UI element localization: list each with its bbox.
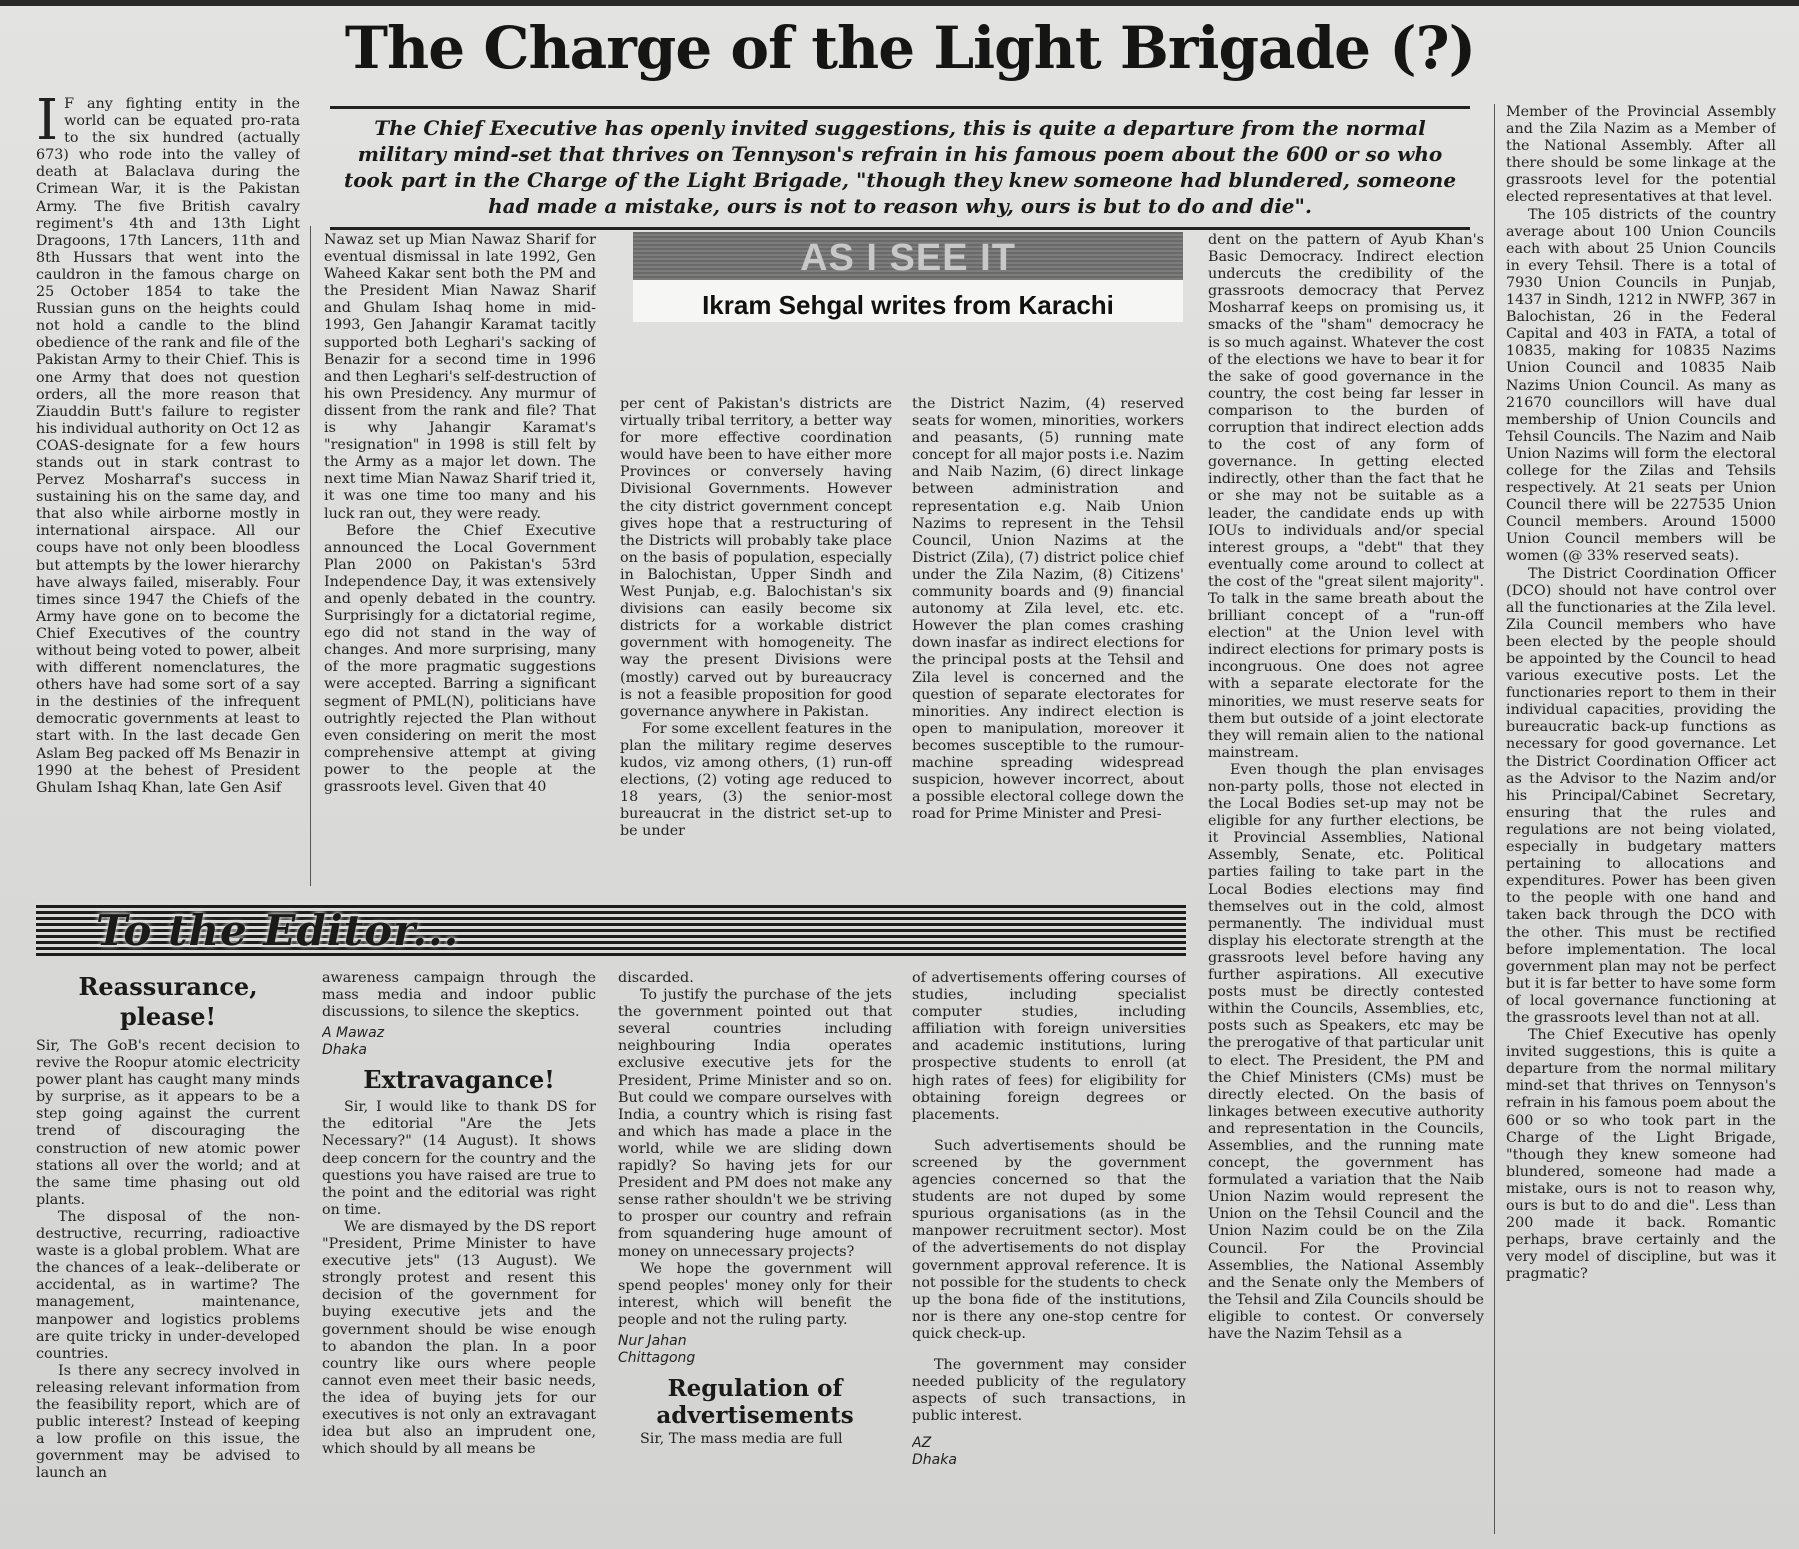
column-header <box>633 232 1183 322</box>
article-column-5 <box>1208 232 1484 1532</box>
letter-signature-place: Chittagong <box>618 1349 696 1366</box>
letter-paragraph: Such advertisements should be screened by the government agencies concerned so that the students are not duped by some spurious organisations (as in the manpower recruitment sector). Most of the advertisements do not display government approval reference. It is not possible for the students to check up the bona fide of the institutions, nor is there any one-stop centre for quick check-up. <box>912 1137 1186 1342</box>
letter-paragraph: Sir, The GoB's recent decision to revive the Roopur atomic electricity power plant has caught many minds by surprise, as it appears to be a step going against the current trend of discouraging the construction of new atomic power stations all over the world; and at the same time phasing out old plants. <box>36 1038 300 1208</box>
article-paragraph: the District Nazim, (4) reserved seats for women, minorities, workers and peasants, (5) running mate concept for all major posts i.e. Nazim and Naib Nazim, (6) direct linkage between administration and representation e.g. Naib Union Nazims to represent in the Tehsil Council, Union Nazims at the District (Zila), (7) district police chief under the Zila Nazim, (8) Citizens' community boards and (9) financial autonomy at Zila level, etc. etc. However the plan comes crashing down inasfar as indirect elections for the principal posts at the Tehsil and Zila level is concerned and the question of separate electorates for minorities. Any indirect election is open to manipulation, moreover it becomes susceptible to the rumour-machine spreading widespread suspicion, however incorrect, about a possible electoral college down the road for Prime Minister and Presi- <box>912 396 1184 823</box>
article-paragraph: The 105 districts of the country average about 100 Union Councils each with about 25 Union Councils in every Tehsil. There is a total of 7930 Union Councils in Punjab, 1437 in Sindh, 1212 in NWFP, 367 in Balochistan, 26 in the Federal Capital and 403 in FATA, a total of 10835, making for 10835 Nazims Union Council and 10835 Naib Nazims Union Council. As many as 21670 councillors will have dual membership of Union Councils and Tehsil Councils. The Nazim and Naib Union Nazims will form the electoral college for the Zilas and Tehsils respectively. At 21 seats per Union Council there will be 227535 Union Council members. Around 15000 Union Council members will be women (@ 33% reserved seats). <box>1506 206 1776 565</box>
article-paragraph: F any fighting entity in the world can be equated pro-rata to the six hundred (actually 673) who rode into the valley of death at Balaclava during the Crimean War, it is the Pakistan Army. The five British cavalry regiment's 4th and 13th Light Dragoons, 17th Lancers, 11th and 8th Hussars that went into the cauldron in the famous charge on 25 October 1854 to take the Russian guns on the heights could not hold a candle to the blind obedience of the rank and file of the Pakistan Army to their Chief. This is one Army that does not question orders, all the more reason that Ziauddin Butt's failure to register his individual authority on Oct 12 as COAS-designate for a few hours stands out in stark contrast to Pervez Mosharraf's success in sustaining his on the same day, and that also while airborne mostly in international airspace. All our coups have not only been bloodless but attempts by the lower hierarchy have always failed, miserably. Four times since 1947 the Chiefs of the Army have gone on to become the Chief Executives of the country without being voted to power, albeit with different nomenclatures, the others have had some sort of a say in the destinies of the infrequent democratic governments at least to start with. In the last decade Gen Aslam Beg packed off Ms Benazir in 1990 at the behest of President Ghulam Ishaq Khan, late Gen Asif <box>36 96 300 796</box>
letter-paragraph: To justify the purchase of the jets the government pointed out that several countries including neighbouring India operates exclusive executive jets for the President, Prime Minister and so on. But could we compare ourselves with India, a country which is rising fast and which has made a place in the world, while we are sliding down rapidly? So having jets for our President and PM does not make any sense rather shouldn't we be striving to prosper our country and refrain from squandering huge amount of money on unnecessary projects? <box>618 987 892 1260</box>
letter-paragraph: The government may consider needed publicity of the regulatory aspects of such transactions, in public interest. <box>912 1356 1186 1425</box>
letter-signature-place: Dhaka <box>912 1452 957 1469</box>
letter-paragraph: awareness campaign through the mass media and indoor public discussions, to silence the skeptics. <box>322 970 596 1021</box>
article-column-6 <box>1506 104 1776 1534</box>
letters-column-1 <box>36 970 300 1534</box>
drop-cap: I <box>36 96 59 153</box>
letter-heading: Reassurance, please! <box>78 972 258 1031</box>
article-paragraph: per cent of Pakistan's districts are virtually tribal territory, a better way for more effective coordination would have been to have either more Provinces or conversely having Divisional Governments. However the city district government concept gives hope that a restructuring of the Districts will probably take place on the basis of population, especially in Balochistan, Upper Sindh and West Punjab, e.g. Balochistan's six divisions can easily become six districts for a workable district government with homogeneity. The way the present Divisions were (mostly) carved out by bureaucracy is not a feasible proposition for good governance anywhere in Pakistan. <box>620 396 892 720</box>
letter-paragraph: Is there any secrecy involved in releasing relevant information from the feasibility report, which are of public interest? Instead of keeping a low profile on this issue, the government may be advised to launch an <box>36 1362 300 1482</box>
column-kicker: AS I SEE IT <box>800 237 1016 279</box>
letter-heading: Extravagance! <box>363 1065 555 1095</box>
letter-paragraph: Sir, The mass media are full <box>640 1430 843 1447</box>
letters-banner <box>36 902 1186 956</box>
letter-paragraph: The disposal of the non-destructive, recurring, radioactive waste is a global problem. What are the chances of a leak--deliberate or accidental, as in wartime? The management, maintenance, manpower and logistics problems are quite tricky in under-developed countries. <box>36 1208 300 1362</box>
article-column-4 <box>912 396 1184 886</box>
column-byline: Ikram Sehgal writes from Karachi <box>702 290 1114 320</box>
article-column-3 <box>620 396 892 886</box>
letter-signature-place: Dhaka <box>322 1042 367 1059</box>
letter-signature-name: AZ <box>912 1435 932 1452</box>
letter-heading: Regulation of advertisements <box>656 1374 854 1429</box>
top-rule <box>0 0 1799 6</box>
article-column-2 <box>324 232 596 886</box>
standfirst: The Chief Executive has openly invited suggestions, this is quite a departure from the normal military mind-set that thrives on Tennyson's refrain in his famous poem about the 600 or so who took part in the Charge of the Light Brigade, "though they knew someone had blundered, someone had made a mistake, ours is not to reason why, ours is but to do and die". <box>330 106 1470 230</box>
article-paragraph: The District Coordination Officer (DCO) should not have control over all the functionaries at the Zila level. Zila Council members who have been elected by the people should be appointed by the Council to head various executive posts. Let the functionaries report to them in their individual capacities, providing the bureaucratic back-up functions as necessary for good governance. Let the District Coordination Officer act as the Advisor to the Nazim and/or his Principal/Cabinet Secretary, ensuring that the rules and regulations are not being violated, especially in budgetary matters pertaining to allocations and expenditures. Power has been given to the people with one hand and taken back through the DCO with the other. This must be rectified before implementation. The local government plan may not be perfect but it is far better to have some form of local governance functioning at the grassroots level than not at all. <box>1506 565 1776 1026</box>
letter-paragraph: Sir, I would like to thank DS for the editorial "Are the Jets Necessary?" (14 August). It shows deep concern for the country and the questions you have raised are true to the point and the editorial was right on time. <box>322 1099 596 1218</box>
article-paragraph: The Chief Executive has openly invited suggestions, this is quite a departure from the normal military mind-set that thrives on Tennyson's refrain in his famous poem about the 600 or so who took part in the Charge of the Light Brigade, "though they knew someone had blundered, someone had made a mistake, ours is not to reason why, ours is but to do and die". Less than 200 made it back. Romantic perhaps, brave certainly and the very model of discipline, but was it pragmatic? <box>1506 1027 1776 1283</box>
letter-paragraph: discarded. <box>618 970 694 986</box>
article-paragraph: dent on the pattern of Ayub Khan's Basic Democracy. Indirect election undercuts the credibility of the grassroots democracy that Pervez Mosharraf keeps on promising us, it smacks of the "sham" democracy he is so much against. Whatever the cost of the elections we have to bear it for the sake of good governance in the country, the cost being far lesser in comparison to the burden of corruption that indirect election adds to the cost of any form of governance. In getting elected indirectly, other than the fact that he or she may not be suitable as a leader, the candidate ends up with IOUs to individuals and/or special interest groups, a "debt" that they eventually come around to collect at the cost of the "great silent majority". To talk in the same breath about the brilliant concept of a "run-off election" at the Union level with indirect elections for primary posts is incongruous. One does not agree with a separate electorate for the minorities, we must reserve seats for them but outside of a joint electorate they will remain alien to the national mainstream. <box>1208 232 1484 761</box>
letters-column-3 <box>618 970 892 1534</box>
letter-paragraph: of advertisements offering courses of studies, including specialist computer studies, including affiliation with foreign universities and academic institutions, luring prospective students to enroll (at high rates of fees) for eligibility for obtaining foreign degrees or placements. <box>912 970 1186 1123</box>
letters-column-2 <box>322 970 596 1534</box>
article-paragraph: Member of the Provincial Assembly and the Zila Nazim as a Member of the National Assembly. After all there should be some linkage at the grassroots level for the potential elected representatives at that level. <box>1506 104 1776 206</box>
column-divider <box>1494 104 1495 1534</box>
letter-paragraph: We are dismayed by the DS report "President, Prime Minister to have executive jets" (13 August). We strongly protest and resent this decision of the government for buying executive jets and the government should be wise enough to abandon the plan. In a poor country like ours where people cannot even meet their basic needs, the idea of buying jets for our executives is not only an extravagant idea but also an imprudent one, which should by all means be <box>322 1218 596 1458</box>
letter-signature-name: A Mawaz <box>322 1025 385 1042</box>
letters-column-4 <box>912 970 1186 1534</box>
letter-paragraph: We hope the government will spend peoples' money only for their interest, which will benefit the people and not the ruling party. <box>618 1260 892 1328</box>
article-paragraph: Even though the plan envisages non-party polls, those not elected in the Local Bodies set-up may not be eligible for any further elections, be it Provincial Assemblies, National Assembly, Senate, etc. Political parties failing to take part in the Local Bodies elections may find themselves out in the cold, almost permanently. The individual must display his electorate strength at the grassroots level before having any further aspirations. All executive posts must be directly contested within the Councils, Assemblies, etc, posts such as Speakers, etc may be the prerogative of that particular unit to elect. The President, the PM and the Chief Ministers (CMs) must be directly elected. On the basis of linkages between executive authority and representation in the Councils, Assemblies, and the running mate concept, the government has formulated a variation that the Naib Union Nazim would represent the Union on the Tehsil Council and the Union Nazim could be on the Zila Council. For the Provincial Assemblies, the National Assembly and the Senate only the Members of the Tehsil and Zila Councils should be eligible to contest. Or conversely have the Nazim Tehsil as a <box>1208 761 1484 1342</box>
article-paragraph: Nawaz set up Mian Nawaz Sharif for eventual dismissal in late 1992, Gen Waheed Kakar sent both the PM and the President Mian Nawaz Sharif and Ghulam Ishaq home in mid-1993, Gen Jahangir Karamat tacitly supported both Leghari's sacking of Benazir for a second time in 1996 and then Leghari's self-destruction of his own Presidency. Any murmur of dissent from the rank and file? That is why Jahangir Karamat's "resignation" in 1998 is still felt by the Army as a major let down. The next time Mian Nawaz Sharif tried it, it was one time too many and his luck ran out, they were ready. <box>324 232 596 522</box>
letters-banner-title: To the Editor... <box>96 906 460 955</box>
column-divider <box>310 226 311 886</box>
article-column-1 <box>36 96 300 886</box>
article-paragraph: For some excellent features in the plan the military regime deserves kudos, viz among others, (1) run-off elections, (2) voting age reduced to 18 years, (3) the senior-most bureaucrat in the district set-up to be under <box>620 720 892 840</box>
article-paragraph: Before the Chief Executive announced the Local Government Plan 2000 on Pakistan's 53rd Independence Day, it was extensively and openly debated in the country. Surprisingly for a dictatorial regime, ego did not stand in the way of changes. And more surprising, many of the more pragmatic suggestions were accepted. Barring a significant segment of PML(N), politicians have outrightly rejected the Plan without even considering on merit the most comprehensive attempt at giving power to the people at the grassroots level. Given that 40 <box>324 522 596 795</box>
letter-signature-name: Nur Jahan <box>618 1332 687 1349</box>
headline: The Charge of the Light Brigade (?) <box>344 14 1476 82</box>
